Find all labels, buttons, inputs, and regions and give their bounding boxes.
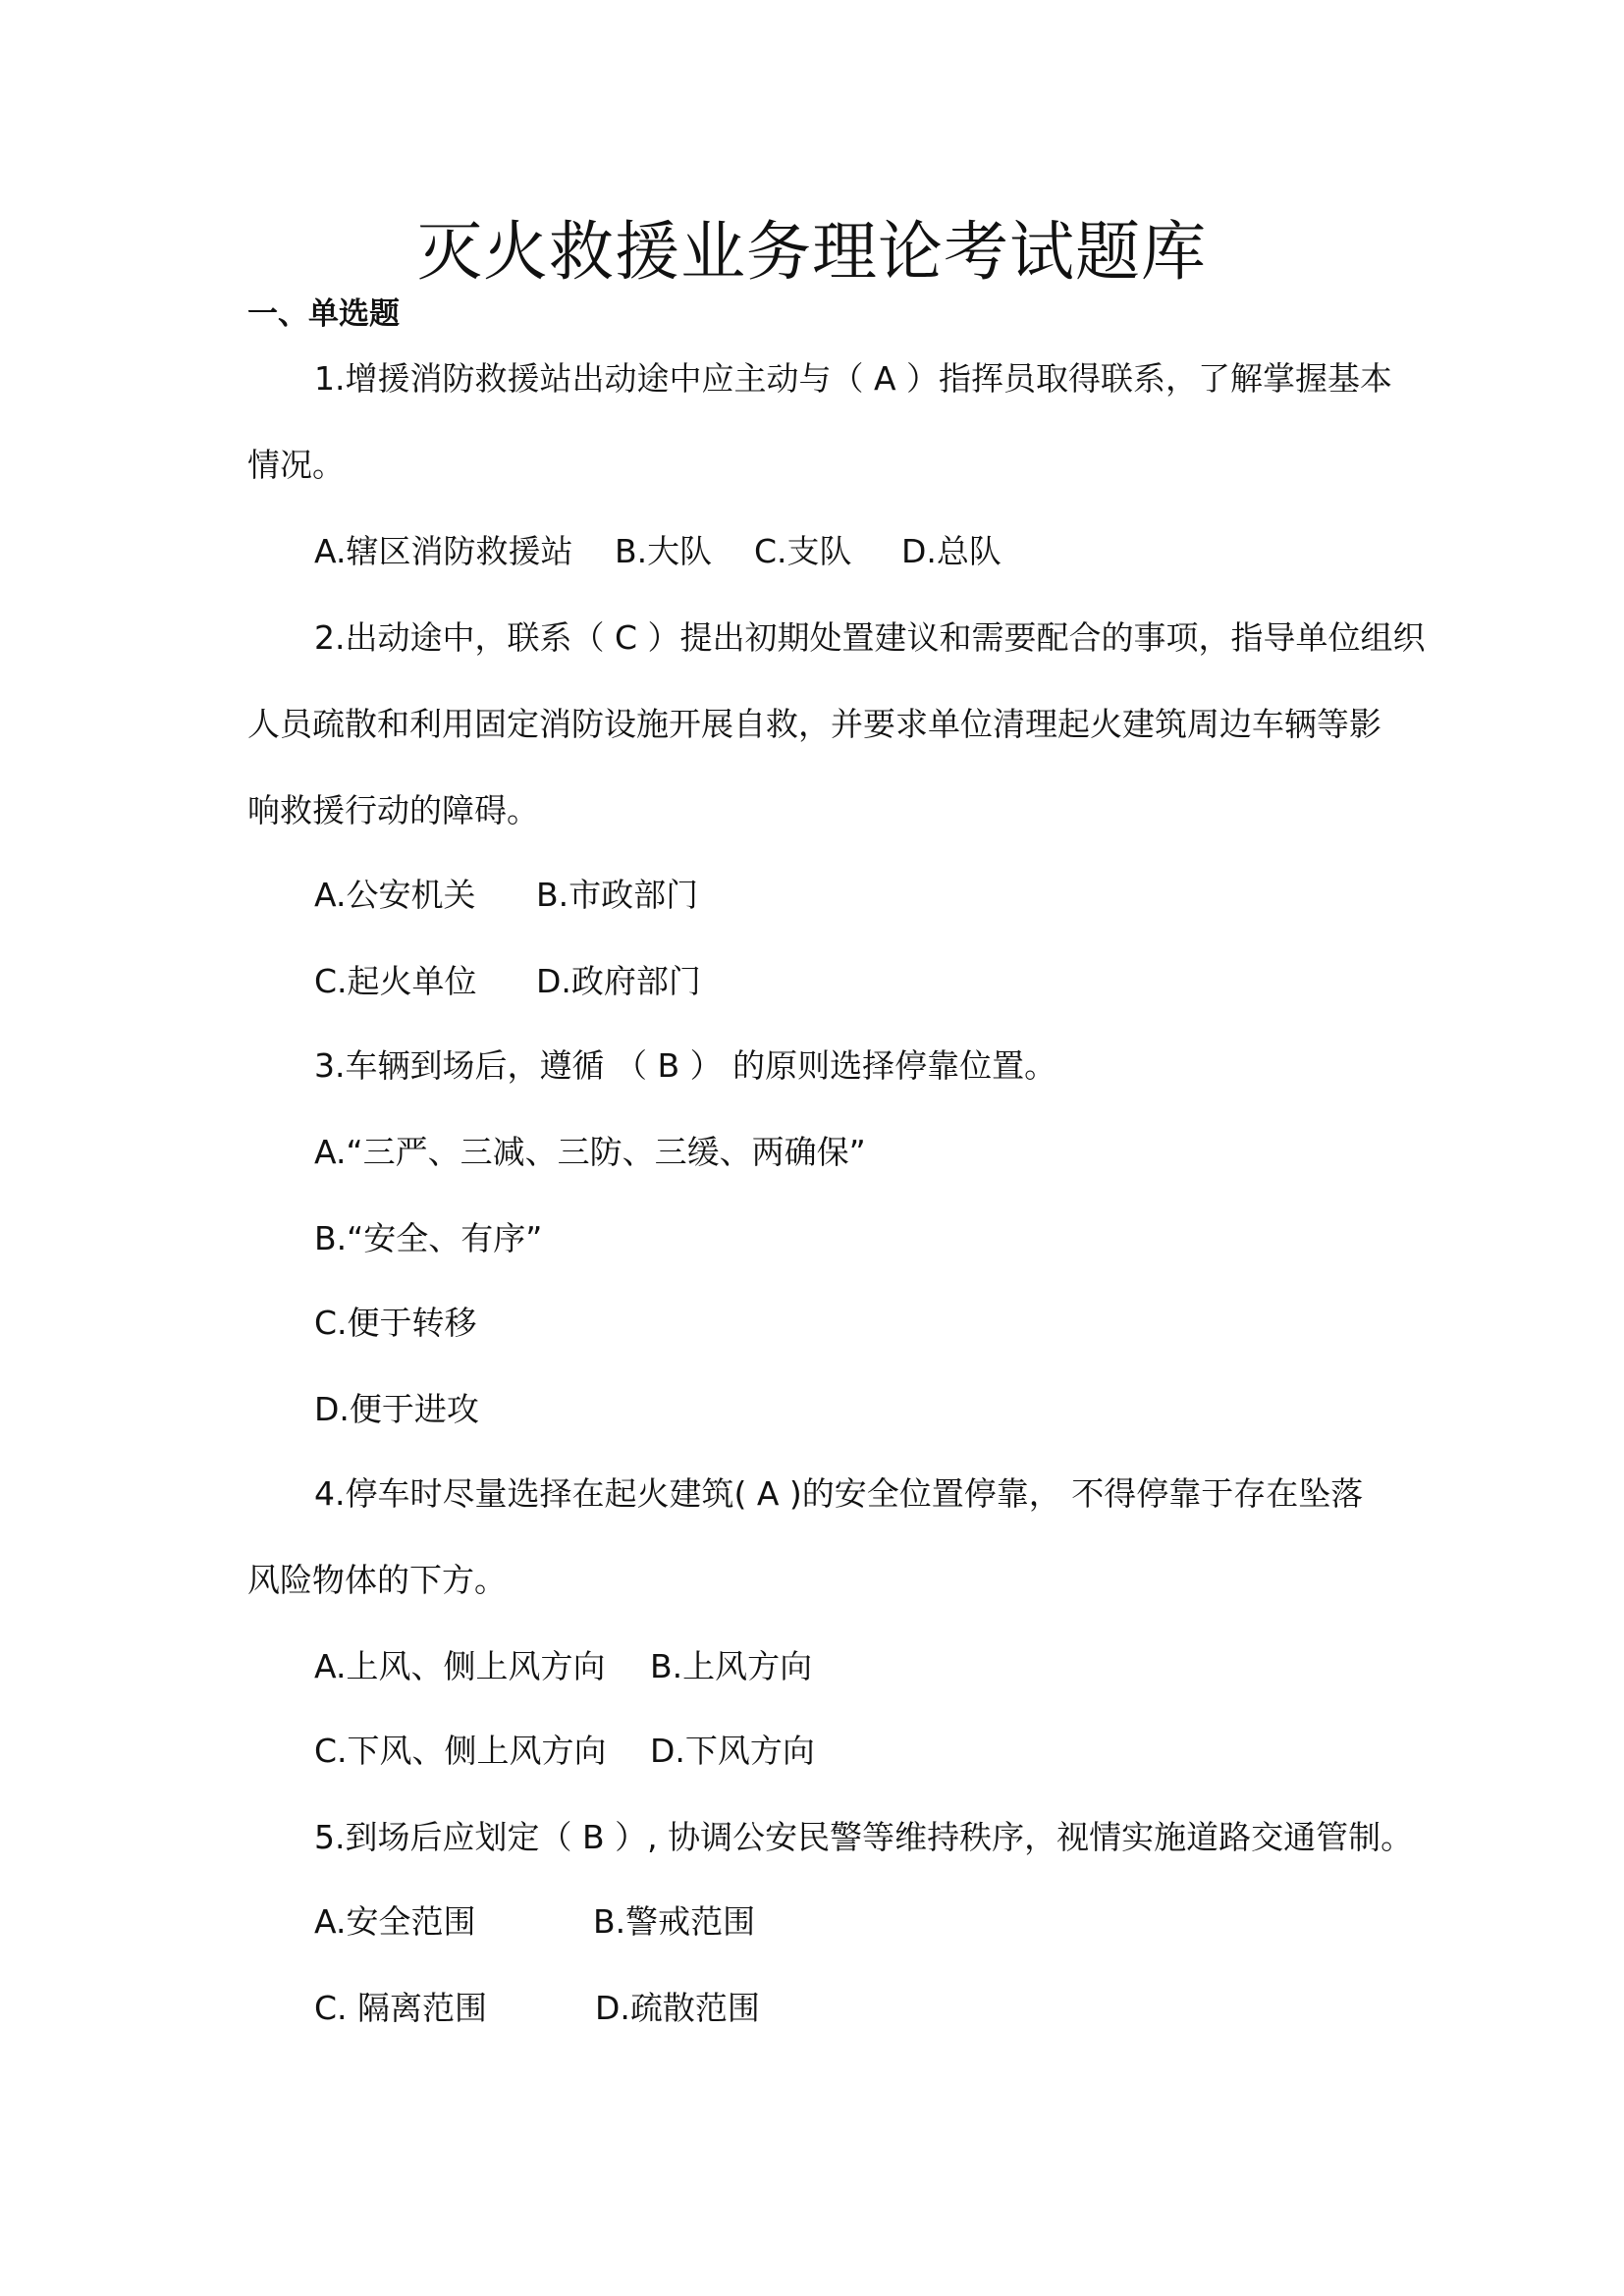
question-1-line-2: 情况。 [247,446,345,484]
question-1-option-a: A.辖区消防救援站 [314,532,573,570]
question-2-option-b: B.市政部门 [536,876,699,914]
question-4-line-2: 风险物体的下方。 [247,1561,507,1599]
question-2-option-d: D.政府部门 [536,962,701,1000]
section-heading: 一、单选题 [247,296,400,332]
question-1-option-d: D.总队 [901,532,1001,570]
question-2-option-a: A.公安机关 [314,876,476,914]
question-4-line-1: 4.停车时尽量选择在起火建筑( A )的安全位置停靠， 不得停靠于存在坠落 [314,1474,1364,1513]
question-4-option-a: A.上风、侧上风方向 [314,1647,606,1685]
question-3-line-1: 3.车辆到场后，遵循 （ B ） 的原则选择停靠位置。 [314,1046,1057,1085]
question-5-option-c: C. 隔离范围 [314,1989,488,2027]
question-4-option-c: C.下风、侧上风方向 [314,1732,607,1770]
question-3-option-d: D.便于进攻 [314,1390,479,1428]
question-2-option-c: C.起火单位 [314,962,477,1000]
question-2-line-2: 人员疏散和利用固定消防设施开展自救，并要求单位清理起火建筑周边车辆等影 [247,705,1381,743]
question-4-option-d: D.下风方向 [650,1732,815,1770]
question-5-option-b: B.警戒范围 [593,1902,756,1941]
question-1-line-1: 1.增援消防救援站出动途中应主动与（ A ）指挥员取得联系，了解掌握基本 [314,359,1393,398]
question-3-option-c: C.便于转移 [314,1304,477,1342]
page-title: 灭火救援业务理论考试题库 [417,214,1207,290]
question-2-line-1: 2.出动途中，联系（ C ）提出初期处置建议和需要配合的事项，指导单位组织 [314,618,1426,657]
question-2-line-3: 响救援行动的障碍。 [247,791,539,829]
question-5-option-d: D.疏散范围 [595,1989,760,2027]
question-1-option-c: C.支队 [754,532,852,570]
question-4-option-b: B.上风方向 [650,1647,813,1685]
question-3-option-b: B.“安全、有序” [314,1219,543,1257]
question-5-line-1: 5.到场后应划定（ B ）, 协调公安民警等维持秩序，视情实施道路交通管制。 [314,1818,1414,1856]
question-1-option-b: B.大队 [615,532,713,570]
question-3-option-a: A.“三严、三减、三防、三缓、两确保” [314,1133,866,1171]
question-5-option-a: A.安全范围 [314,1902,476,1941]
